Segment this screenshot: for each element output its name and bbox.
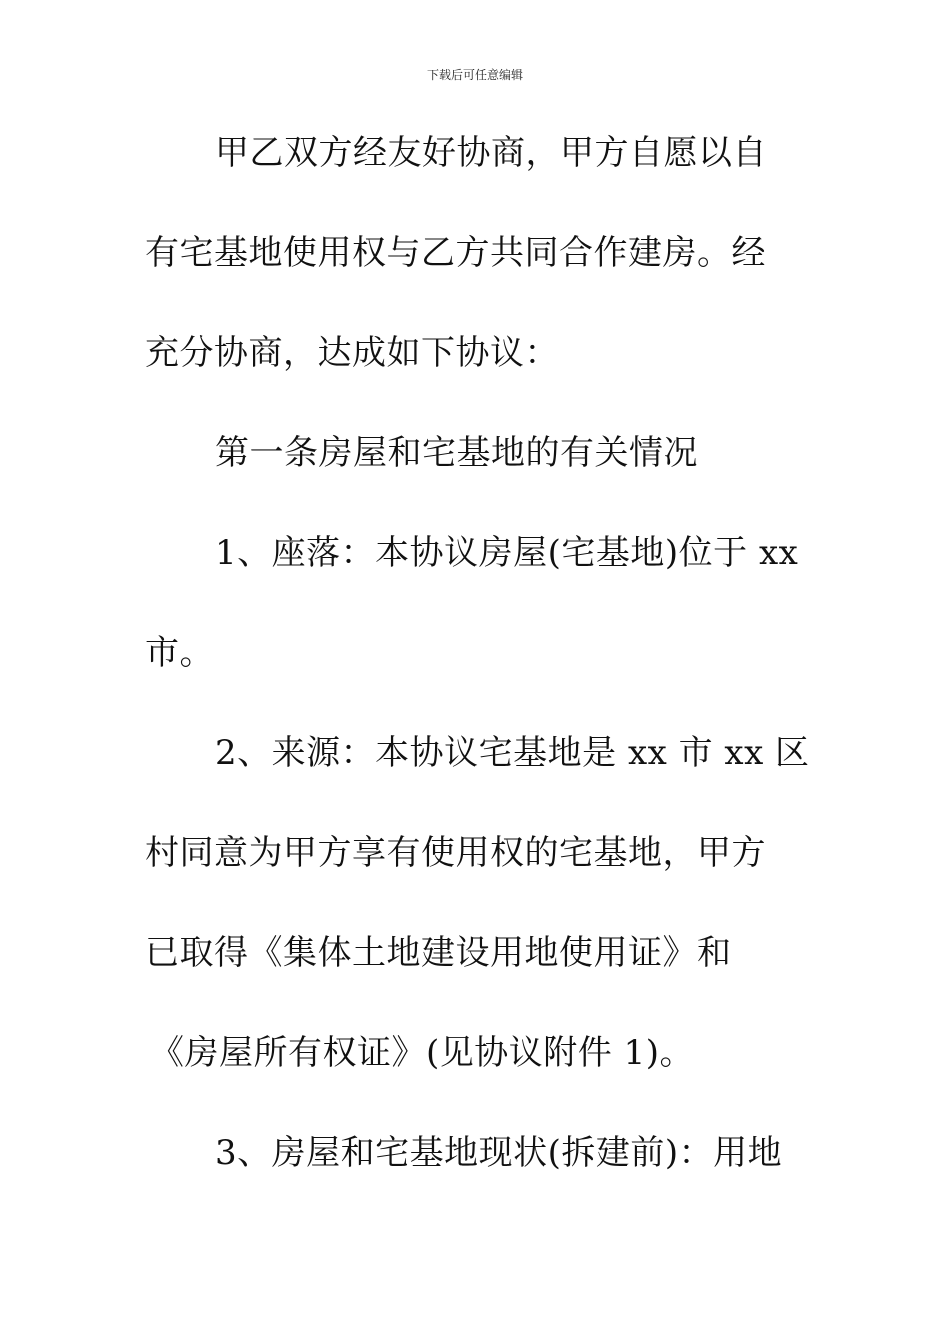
paragraph-line: 3、房屋和宅基地现状(拆建前)：用地 — [215, 1133, 783, 1173]
paragraph-line: 《房屋所有权证》(见协议附件 1)。 — [150, 1033, 694, 1073]
paragraph-line: 2、来源：本协议宅基地是 xx 市 xx 区 — [215, 733, 810, 773]
paragraph-line: 1、座落：本协议房屋(宅基地)位于 xx — [215, 533, 799, 573]
section-heading: 第一条房屋和宅基地的有关情况 — [215, 433, 698, 473]
paragraph-line: 有宅基地使用权与乙方共同合作建房。经 — [145, 233, 766, 273]
paragraph-line: 充分协商，达成如下协议： — [145, 333, 559, 373]
paragraph-line: 已取得《集体土地建设用地使用证》和 — [145, 933, 732, 973]
paragraph-line: 村同意为甲方享有使用权的宅基地，甲方 — [145, 833, 766, 873]
header-note: 下载后可任意编辑 — [426, 68, 523, 82]
paragraph-line: 市。 — [145, 633, 214, 673]
paragraph-line: 甲乙双方经友好协商，甲方自愿以自 — [215, 133, 767, 173]
